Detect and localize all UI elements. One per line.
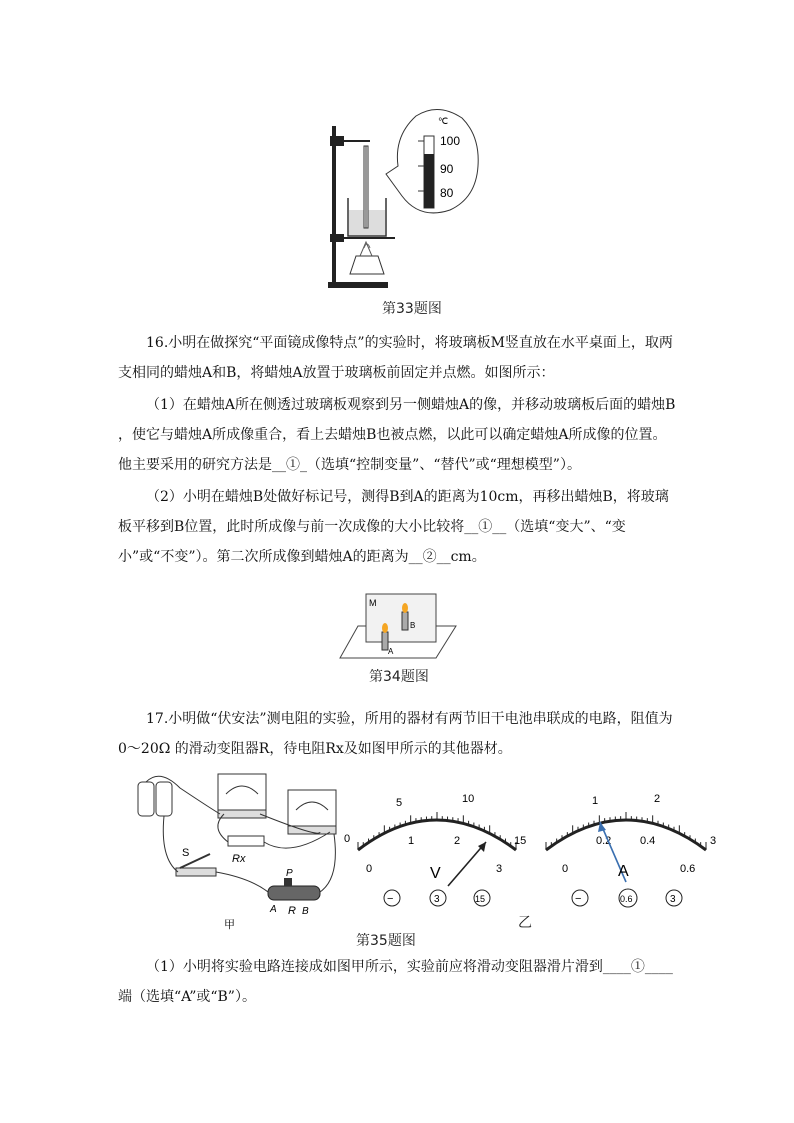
q17-intro: 17.小明做“伏安法”测电阻的实验，所用的器材有两节旧干电池串联成的电路，阻值为0～20Ω 的滑动变阻器R，待电阻Rx及如图甲所示的其他器材。 bbox=[118, 711, 673, 757]
ammeter-ticks bbox=[546, 812, 706, 850]
battery-2 bbox=[156, 782, 172, 816]
v-inner-2: 2 bbox=[454, 835, 461, 847]
stand-rod bbox=[332, 126, 336, 284]
candle-b-label: B bbox=[410, 621, 416, 630]
voltmeter-dial bbox=[340, 780, 530, 915]
label-yi: 乙 bbox=[518, 915, 532, 931]
rheostat-r-label: R bbox=[288, 905, 296, 917]
a-outer-2: 2 bbox=[654, 793, 661, 805]
ammeter-box bbox=[218, 774, 266, 810]
terminal-a-label: A bbox=[270, 904, 277, 915]
rx-label: Rx bbox=[232, 853, 246, 865]
v-inner-3: 3 bbox=[496, 863, 503, 875]
a-inner-02: 0.2 bbox=[596, 835, 612, 847]
figure-34-mirror bbox=[338, 590, 458, 660]
ammeter-dial bbox=[536, 780, 726, 915]
figure-34-caption: 第34题图 bbox=[369, 669, 429, 685]
ring-clamp bbox=[330, 234, 344, 242]
temp-unit: ℃ bbox=[438, 116, 449, 126]
tick-80: 80 bbox=[440, 186, 454, 200]
v-outer-0: 0 bbox=[344, 833, 351, 845]
a-terminal-neg: − bbox=[575, 893, 582, 905]
battery-1 bbox=[138, 782, 154, 816]
a-terminal-3: 3 bbox=[670, 894, 676, 905]
tick-100: 100 bbox=[440, 134, 461, 148]
a-inner-04: 0.4 bbox=[640, 835, 656, 847]
mirror-label: M bbox=[369, 598, 377, 608]
candle-a-label: A bbox=[388, 647, 394, 656]
a-inner-0: 0 bbox=[562, 863, 569, 875]
v-terminal-15: 15 bbox=[475, 894, 486, 904]
voltmeter-needle bbox=[448, 842, 486, 886]
tick-90: 90 bbox=[440, 162, 454, 176]
v-inner-1: 1 bbox=[408, 835, 415, 847]
candle-b bbox=[402, 612, 408, 630]
a-outer-1: 1 bbox=[592, 795, 599, 807]
ammeter-letter: A bbox=[618, 863, 629, 880]
voltmeter-ticks bbox=[358, 812, 516, 850]
figure-35-caption: 第35题图 bbox=[356, 933, 416, 949]
v-outer-5: 5 bbox=[396, 797, 403, 809]
terminal-b-label: B bbox=[302, 906, 309, 917]
v-inner-0: 0 bbox=[366, 863, 373, 875]
figure-33-apparatus bbox=[320, 106, 480, 296]
p-label: P bbox=[286, 868, 293, 879]
switch-label: S bbox=[182, 847, 190, 859]
switch-base bbox=[176, 868, 216, 876]
rheostat bbox=[268, 886, 320, 900]
label-jia: 甲 bbox=[224, 919, 235, 931]
q17-part1: （1）小明将实验电路连接成如图甲所示，实验前应将滑动变阻器滑片滑到____①____端（选填“A”或“B”）。 bbox=[118, 959, 673, 1005]
q16-part1: （1）在蜡烛A所在侧透过玻璃板观察到另一侧蜡烛A的像，并移动玻璃板后面的蜡烛B ，使它与蜡烛A所成像重合，看上去蜡烛B也被点燃，以此可以确定蜡烛A所成像的位置。他主要采用的研究方法是__①_（选填“控制变量”、“替代”或“理想模型”）。 bbox=[118, 397, 676, 473]
voltmeter-letter: V bbox=[430, 865, 441, 882]
stand-base bbox=[328, 282, 388, 288]
v-outer-15: 15 bbox=[514, 835, 527, 847]
q16-part2: （2）小明在蜡烛B处做好标记号，测得B到A的距离为10cm，再移出蜡烛B，将玻璃板平移到B位置，此时所成像与前一次成像的大小比较将__①__（选填“变大”、“变小”或“不变”）。第二次所成像到蜡烛A的距离为__②__cm。 bbox=[118, 489, 669, 565]
a-outer-3: 3 bbox=[710, 835, 717, 847]
figure-33-caption: 第33题图 bbox=[382, 301, 442, 317]
v-terminal-neg: − bbox=[387, 893, 394, 905]
voltmeter-box bbox=[288, 790, 336, 826]
q16-intro: 16.小明在做探究“平面镜成像特点”的实验时，将玻璃板M竖直放在水平桌面上，取两支相同的蜡烛A和B，将蜡烛A放置于玻璃板前固定并点燃。如图所示： bbox=[118, 335, 673, 381]
v-terminal-3: 3 bbox=[434, 894, 440, 905]
top-clamp bbox=[330, 136, 344, 146]
a-terminal-06: 0.6 bbox=[620, 894, 633, 904]
resistor-rx bbox=[228, 836, 264, 846]
glass-plate bbox=[366, 594, 436, 642]
alcohol-lamp bbox=[350, 256, 384, 274]
a-inner-06: 0.6 bbox=[680, 863, 696, 875]
figure-35-circuit bbox=[120, 768, 350, 933]
v-outer-10: 10 bbox=[462, 793, 475, 805]
